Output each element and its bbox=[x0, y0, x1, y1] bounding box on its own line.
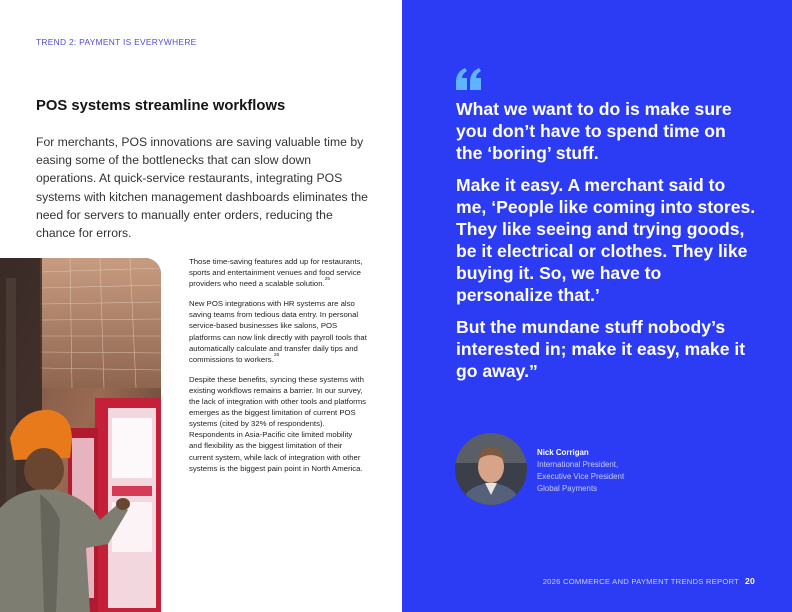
page-number: 20 bbox=[745, 576, 755, 586]
section-label: TREND 2: PAYMENT IS EVERYWHERE bbox=[36, 37, 197, 47]
quote-mark-icon bbox=[456, 68, 482, 92]
speaker-name: Nick Corrigan bbox=[537, 448, 589, 457]
footnote-ref[interactable]: 26 bbox=[273, 352, 280, 358]
kiosk-photo bbox=[0, 258, 161, 612]
speaker-title-1: International President, bbox=[537, 460, 619, 469]
body-column bbox=[189, 256, 367, 483]
speaker-title-2: Executive Vice President bbox=[537, 472, 625, 481]
body-paragraph-2: New POS integrations with HR systems are also saving teams from tedious data entry. In personal service-based businesses like salons, POS platforms can now link directly with payroll tools that automatically calculate and transfer daily tips and commissions to workers.$^{26}$ bbox=[189, 299, 367, 364]
speaker-avatar bbox=[455, 433, 527, 505]
quote-paragraph-2: Make it easy. A merchant said to me, ‘People like coming into stores. They like seeing and trying goods, be it electrical or clothes. They like buying it. So, we have to personalize that.’ bbox=[456, 175, 756, 305]
section-heading: POS systems streamline workflows bbox=[36, 98, 286, 114]
quote-paragraph-1: What we want to do is make sure you don’t have to spend time on the ‘boring’ stuff. bbox=[456, 99, 732, 163]
footnote-ref[interactable]: 25 bbox=[324, 277, 331, 283]
page-footer bbox=[543, 576, 755, 586]
body-paragraph-3: Despite these benefits, syncing these systems with existing workflows remains a barrier. In our survey, the lack of integration with other tools and platforms emerges as the biggest limitation of current POS systems (cited by 32% of respondents). Respondents in Asia-Pacific cite limited mobility and flexibility as the biggest limitation of their current system, while lack of integration with other systems is the biggest pain point in North America. bbox=[189, 374, 367, 473]
speaker-info bbox=[537, 448, 624, 495]
body-paragraph-1: Those time-saving features add up for restaurants, sports and entertainment venues and food service providers who need a scalable solution.$^{25}$ bbox=[189, 257, 363, 289]
intro-paragraph: For merchants, POS innovations are saving valuable time by easing some of the bottlenecks that can slow down operations. At quick-service restaurants, integrating POS systems with kitchen management dashboards eliminates the need for servers to manually enter orders, reducing the chance for errors. bbox=[36, 135, 368, 241]
quote-paragraph-3: But the mundane stuff nobody’s interested in; make it easy, make it go away.” bbox=[456, 317, 746, 381]
pull-quote bbox=[456, 98, 756, 392]
report-title: 2026 COMMERCE AND PAYMENT TRENDS REPORT bbox=[542, 577, 740, 586]
speaker-company: Global Payments bbox=[537, 484, 598, 493]
